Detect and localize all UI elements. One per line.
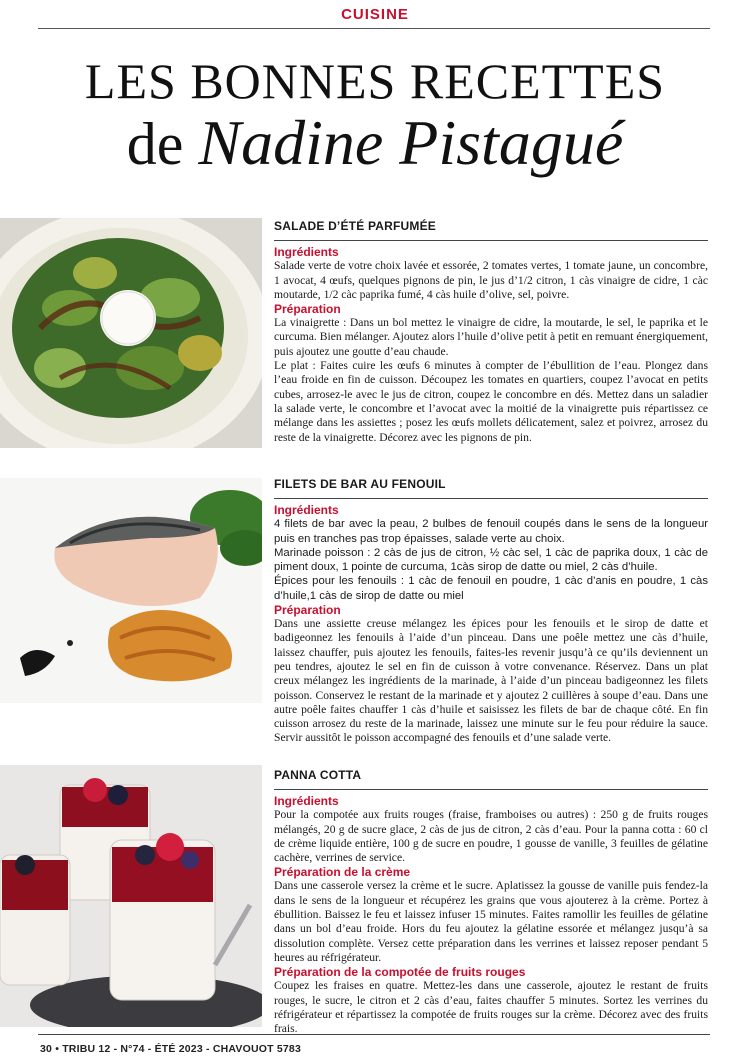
top-divider <box>38 28 710 29</box>
ingredients-heading: Ingrédients <box>274 245 339 260</box>
page-footer: 30 • TRIBU 12 - N°74 - ÉTÉ 2023 - CHAVOUOT 5783 <box>40 1043 301 1055</box>
cream-preparation-heading: Préparation de la crème <box>274 865 411 880</box>
preparation-text: La vinaigrette : Dans un bol mettez le vinaigre de cidre, la moutarde, le sel, le paprika et le curcuma. Bien mélanger. Ajoutez alors l’huile d’olive petit à petit en remuant énergiquement, puis ajoutez une goutte d’eau chaude. <box>274 316 708 358</box>
page-title-line2 <box>0 106 750 180</box>
ingredients-heading: Ingrédients <box>274 794 339 809</box>
fish-photo <box>0 478 262 703</box>
panna-cotta-photo <box>0 765 262 1027</box>
ingredients-text: Salade verte de votre choix lavée et essorée, 2 tomates vertes, 1 tomate jaune, un concombre, 1 avocat, 4 œufs, quelques pignons de pin, le jus d’1/2 citron, 1 càs vinaigre de cidre, 1 càc moutarde, 1/2 càc paprika fumé, 4 càs huile d’olive, sel, poivre. <box>274 259 708 301</box>
recipe-panna-cotta <box>274 768 708 1036</box>
recipe-filets-de-bar <box>274 477 708 746</box>
ingredients-text: Pour la compotée aux fruits rouges (fraise, framboises ou autres) : 250 g de fruits rouges mélangés, 20 g de sucre glace, 2 càs de jus de citron, 2 càs d’eau. Pour la panna cotta : 60 cl de crème liquide entière, 100 g de sucre en poudre, 1 gousse de vanille, 3 feuilles de gélatine cachère, verrines de service. <box>274 808 708 865</box>
footer-divider <box>38 1034 710 1035</box>
recipe-title: SALADE D’ÉTÉ PARFUMÉE <box>274 219 708 241</box>
ingredients-heading: Ingrédients <box>274 503 339 518</box>
preparation-text: Dans une assiette creuse mélangez les épices pour les fenouils et le sirop de datte et badigeonnez les fenouils à l’aide d’un pinceau. Dans une poêle mettez une càs d’huile, laissez chauffer, puis ajoutez les fenouils, faites-les revenir jusqu’à ce qu’ils deviennent un peu tendres, ajoutez le sel en fin de cuisson à votre convenance. Réservez. Dans un plat creux mélangez les ingrédients de la marinade, à l’aide d’un pinceau badigeonnez les filets poisson. Conservez le restant de la marinade et y ajoutez 2 cuillères à soupe d’eau. Dans une autre poêle faites chauffer 1 càs d’huile et saisissez les filets de bar de chaque côté. En fin cuisson arrosez du reste de la marinade, laissez une minute sur le feu pour réduire la sauce. Servir aussitôt le poisson accompagné des fenouils et d’une salade verte. <box>274 617 708 745</box>
recipe-title: PANNA COTTA <box>274 768 708 790</box>
ingredients-text: Épices pour les fenouils : 1 càc de fenouil en poudre, 1 càc d’anis en poudre, 1 càs d’huile,1 càs de sirop de datte ou miel <box>274 575 708 602</box>
title-de: de <box>126 111 184 177</box>
preparation-text: Le plat : Faites cuire les œufs 6 minutes à compter de l’ébullition de l’eau. Plongez dans l’eau froide en fin de cuisson. Découpez les tomates en quartiers, coupez l’avocat en petits cubes, arrosez-le avec le jus de citron, coupez le concombre en dés. Mettez dans un saladier la salade verte, le concombre et l’avocat avec la moitié de la vinaigrette puis répartissez ce mélange dans les assiettes ; posez les œufs mollets délicatement, salez et poivrez, arrosez du reste de la vinaigrette. Décorez avec les pignons de pin. <box>274 359 708 444</box>
preparation-text: Coupez les fraises en quatre. Mettez-les dans une casserole, ajoutez le restant de fruits rouges, le sucre, le citron et 2 càs d’eau, faites chauffer 5 minutes. Sortez les verrines du réfrigérateur et répartissez la compotée de fruits rouges sur la crème. Décorez avec des fruits frais. <box>274 979 708 1036</box>
ingredients-text: 4 filets de bar avec la peau, 2 bulbes de fenouil coupés dans le sens de la longueur puis en tranches pas trop épaisses, salade verte au choix. <box>274 518 708 545</box>
preparation-text: Dans une casserole versez la crème et le sucre. Aplatissez la gousse de vanille puis fendez-la dans le sens de la longueur et récupérez les grains que vous ajouterez à la crème. Portez à ébullition. Baissez le feu et laissez infuser 15 minutes. Faites ramollir les feuilles de gélatine dans un bol d’eau froide. Hors du feu ajoutez la gélatine essorée et mélangez jusqu’à sa dissolution complète. Versez cette préparation dans les verrines et laissez reposer pendant 5 heures au réfrigérateur. <box>274 879 708 964</box>
recipe-title: FILETS DE BAR AU FENOUIL <box>274 477 708 499</box>
ingredients-text: Marinade poisson : 2 càs de jus de citron, ½ càc sel, 1 càc de paprika doux, 1 càc de piment doux, 1 pointe de curcuma, 1càs sirop de datte ou miel, 2 càs d’huile. <box>274 546 708 574</box>
preparation-heading: Préparation <box>274 302 341 317</box>
recipe-salade <box>274 219 708 445</box>
page-title-line1: LES BONNES RECETTES <box>84 53 666 109</box>
title-author-name: Nadine Pistagué <box>198 107 624 178</box>
preparation-heading: Préparation <box>274 603 341 618</box>
section-label: CUISINE <box>341 6 409 23</box>
compote-preparation-heading: Préparation de la compotée de fruits rouges <box>274 965 526 980</box>
salad-photo <box>0 218 262 448</box>
